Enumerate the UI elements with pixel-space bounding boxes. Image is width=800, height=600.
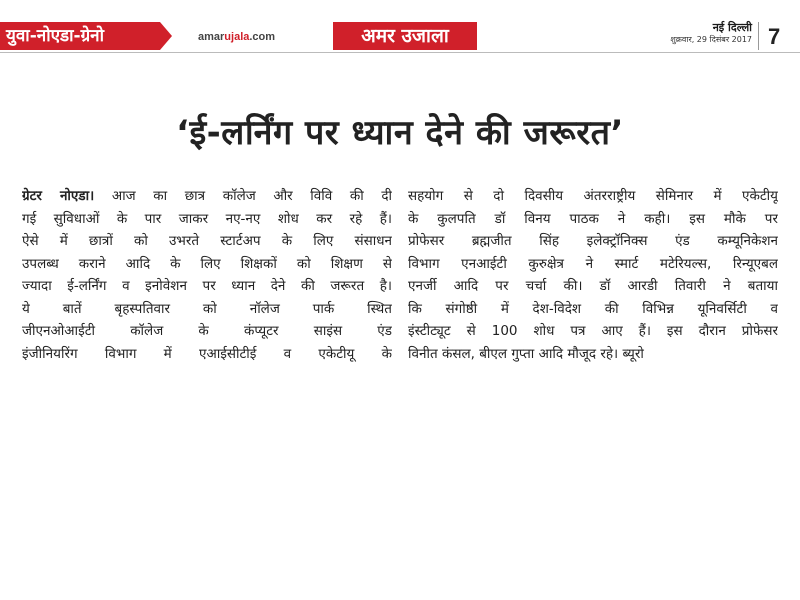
page-number: 7 — [768, 24, 781, 49]
header-divider — [758, 22, 759, 50]
header-rule — [0, 52, 800, 53]
site-accent: ujala — [224, 31, 250, 43]
article-line: कि संगोष्ठी में देश-विदेश की विभिन्न यूनिवर्सिटी व — [408, 300, 778, 317]
article-line: ये बातें बृहस्पतिवार को नॉलेज पार्क स्थित — [22, 300, 392, 317]
article-column-right — [408, 185, 778, 365]
article-line-text: आज का छात्र कॉलेज और विवि की दी — [94, 188, 392, 204]
article-line: प्रोफेसर ब्रह्मजीत सिंह इलेक्ट्रॉनिक्स एंड कम्यूनिकेशन — [408, 233, 778, 249]
article-line: इंजीनियरिंग विभाग में एआईसीटीई व एकेटीयू के — [22, 345, 392, 362]
article-line: विभाग एनआईटी कुरुक्षेत्र ने स्मार्ट मटेरियल्स, रिन्यूएबल — [408, 255, 778, 272]
section-tag-arrow — [160, 22, 172, 50]
edition-date: शुक्रवार, 29 दिसंबर 2017 — [670, 35, 752, 44]
article-line: इंस्टीट्यूट से 100 शोध पत्र आए हैं। इस दौरान प्रोफेसर — [408, 323, 778, 339]
site-prefix: amar — [198, 31, 225, 43]
article-line: गई सुविधाओं के पार जाकर नए-नए शोध कर रहे हैं। — [22, 210, 392, 227]
article-headline: ‘ई-लर्निंग पर ध्यान देने की जरूरत’ — [176, 113, 624, 153]
site-suffix: .com — [249, 31, 276, 43]
edition-info — [670, 22, 752, 46]
article-line: ऐसे में छात्रों को उभरते स्टार्टअप के लिए संसाधन — [22, 233, 392, 249]
article-line — [22, 185, 392, 208]
article-line: एनर्जी आदि पर चर्चा की। डॉ आरडी तिवारी ने बताया — [408, 278, 778, 294]
article-line: विनीत कंसल, बीएल गुप्ता आदि मौजूद रहे। ब्यूरो — [408, 345, 644, 362]
article-line: उपलब्ध कराने आदि के लिए शिक्षकों को शिक्षण से — [22, 255, 392, 272]
article-line: सहयोग से दो दिवसीय अंतरराष्ट्रीय सेमिनार में एकेटीयू — [408, 188, 778, 204]
article-line: के कुलपति डॉ विनय पाठक ने कही। इस मौके पर — [408, 210, 778, 227]
section-tag: युवा-नोएडा-ग्रेनो — [0, 22, 160, 50]
article-dateline: ग्रेटर नोएडा। — [22, 188, 95, 204]
edition-city: नई दिल्ली — [712, 21, 752, 34]
masthead-logo: अमर उजाला — [333, 22, 477, 50]
website-link[interactable] — [198, 31, 275, 43]
article-column-left — [22, 185, 392, 365]
newspaper-header — [0, 22, 800, 52]
article-line: ज्यादा ई-लर्निंग व इनोवेशन पर ध्यान देने की जरूरत है। — [22, 278, 392, 294]
article-line: जीएनओआईटी कॉलेज के कंप्यूटर साइंस एंड — [22, 323, 392, 339]
